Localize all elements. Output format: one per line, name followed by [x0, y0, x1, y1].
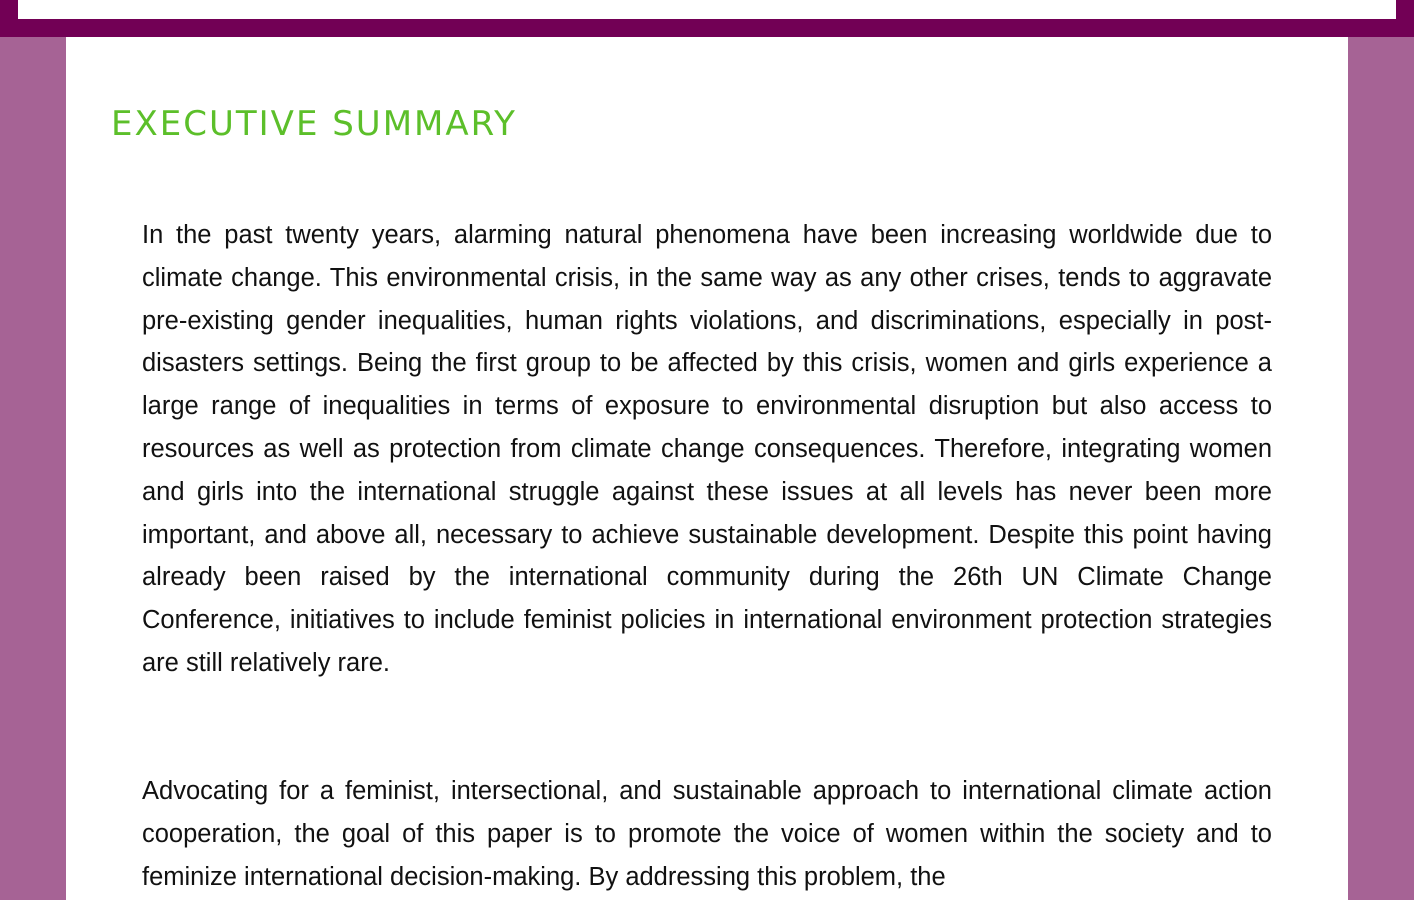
document-page — [66, 37, 1348, 900]
section-heading: EXECUTIVE SUMMARY — [111, 104, 517, 144]
paragraph-1: In the past twenty years, alarming natural phenomena have been increasing worldwide due to climate change. This environmental crisis, in the same way as any other crises, tends to aggravate pre-existing gender inequalities, human rights violations, and discriminations, especially in post-disasters settings. Being the first group to be affected by this crisis, women and girls experience a large range of inequalities in terms of exposure to environmental disruption but also access to resources as well as protection from climate change consequences. Therefore, integrating women and girls into the international struggle against these issues at all levels has never been more important, and above all, necessary to achieve sustainable development. Despite this point having already been raised by the international community during the 26th UN Climate Change Conference, initiatives to include feminist policies in international environment protection strategies are still relatively rare. — [142, 221, 1272, 677]
previous-page-edge — [18, 0, 1396, 19]
paragraph-2: Advocating for a feminist, intersectional, and sustainable approach to international climate action cooperation, the goal of this paper is to promote the voice of women within the society and to feminize international decision-making. By addressing this problem, the — [142, 777, 1272, 891]
